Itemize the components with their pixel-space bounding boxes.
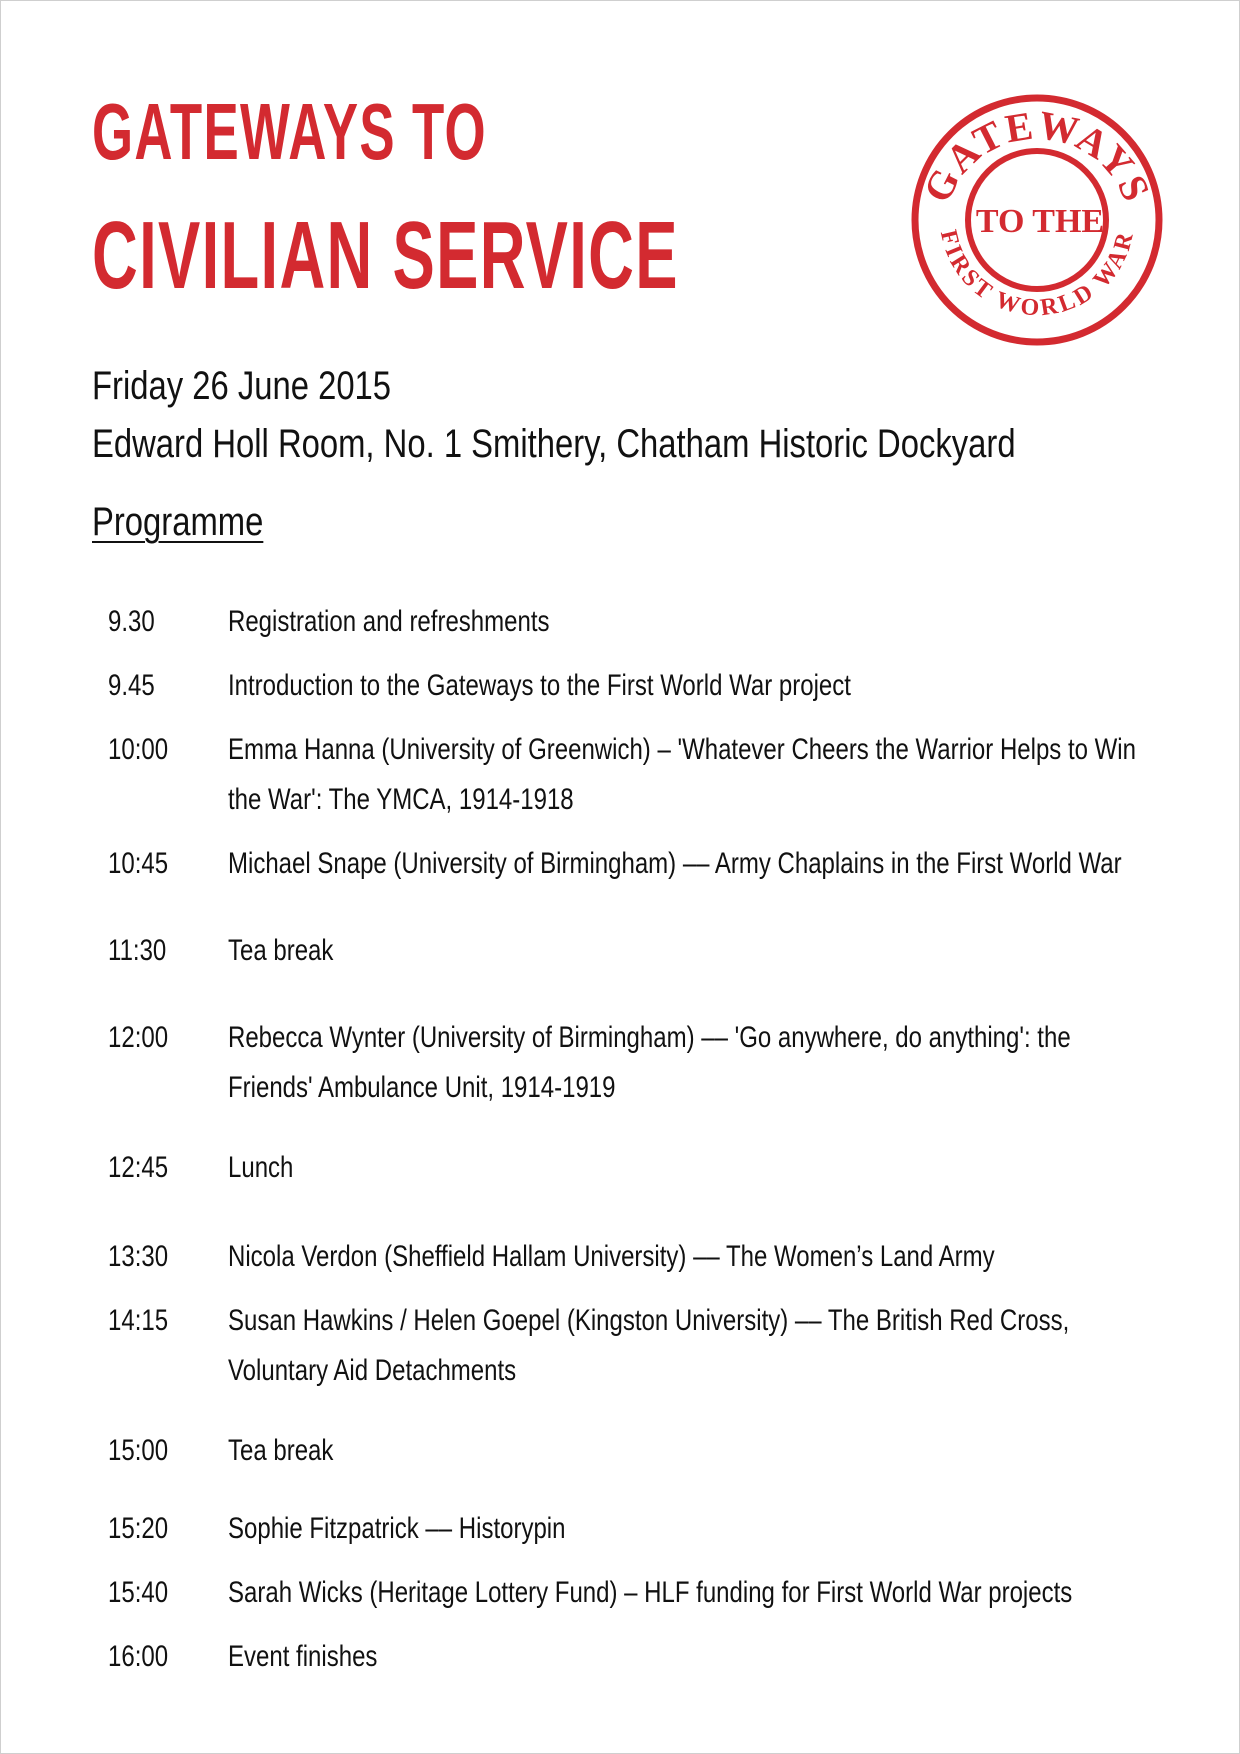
title-line-2: CIVILIAN SERVICE	[92, 202, 679, 309]
event-venue: Edward Holl Room, No. 1 Smithery, Chatham Historic Dockyard	[92, 422, 1016, 466]
programme-item-time: 12:45	[108, 1151, 169, 1184]
programme-item-time: 12:00	[108, 1021, 169, 1054]
programme-item-time: 9.45	[108, 669, 155, 702]
programme-item-description: Emma Hanna (University of Greenwich) – 'Whatever Cheers the Warrior Helps to Win the War': The YMCA, 1914-1918	[228, 733, 1136, 816]
programme-item-description: Tea break	[228, 1434, 334, 1467]
programme-item-time: 10:00	[108, 733, 169, 766]
programme-heading: Programme	[92, 500, 264, 544]
title-line-1: GATEWAYS TO	[92, 87, 487, 176]
programme-item-time: 15:00	[108, 1434, 169, 1467]
programme-item-description: Introduction to the Gateways to the First World War project	[228, 669, 851, 702]
programme-item-description: Registration and refreshments	[228, 605, 550, 638]
programme-item-description: Michael Snape (University of Birmingham) –– Army Chaplains in the First World War	[228, 847, 1122, 880]
programme-item-description: Event finishes	[228, 1640, 378, 1673]
programme-item-description: Sophie Fitzpatrick –– Historypin	[228, 1512, 566, 1545]
programme-item-description: Nicola Verdon (Sheffield Hallam University) –– The Women’s Land Army	[228, 1240, 995, 1273]
event-date: Friday 26 June 2015	[92, 364, 392, 408]
programme-item-time: 14:15	[108, 1304, 169, 1337]
programme-item-description: Lunch	[228, 1151, 294, 1184]
programme-item-description: Susan Hawkins / Helen Goepel (Kingston University) –– The British Red Cross, Voluntary Aid Detachments	[228, 1304, 1070, 1387]
programme-item-description: Sarah Wicks (Heritage Lottery Fund) – HLF funding for First World War projects	[228, 1576, 1073, 1609]
stamp-text-bottom: FIRST WORLD WAR	[934, 227, 1140, 322]
programme-item-time: 16:00	[108, 1640, 169, 1673]
programme-item-time: 13:30	[108, 1240, 169, 1273]
programme-item-description: Rebecca Wynter (University of Birmingham) –– 'Go anywhere, do anything': the Friends' Ambulance Unit, 1914-1919	[228, 1021, 1071, 1104]
programme-item-time: 10:45	[108, 847, 169, 880]
programme-item-time: 15:20	[108, 1512, 169, 1545]
gateways-stamp-logo	[902, 90, 1172, 350]
stamp-text-center: TO THE	[975, 203, 1105, 240]
programme-item-time: 9.30	[108, 605, 155, 638]
programme-item-description: Tea break	[228, 934, 334, 967]
stamp-text-top: GATEWAYS	[914, 101, 1160, 210]
programme-item-time: 11:30	[108, 934, 167, 967]
programme-item-time: 15:40	[108, 1576, 169, 1609]
